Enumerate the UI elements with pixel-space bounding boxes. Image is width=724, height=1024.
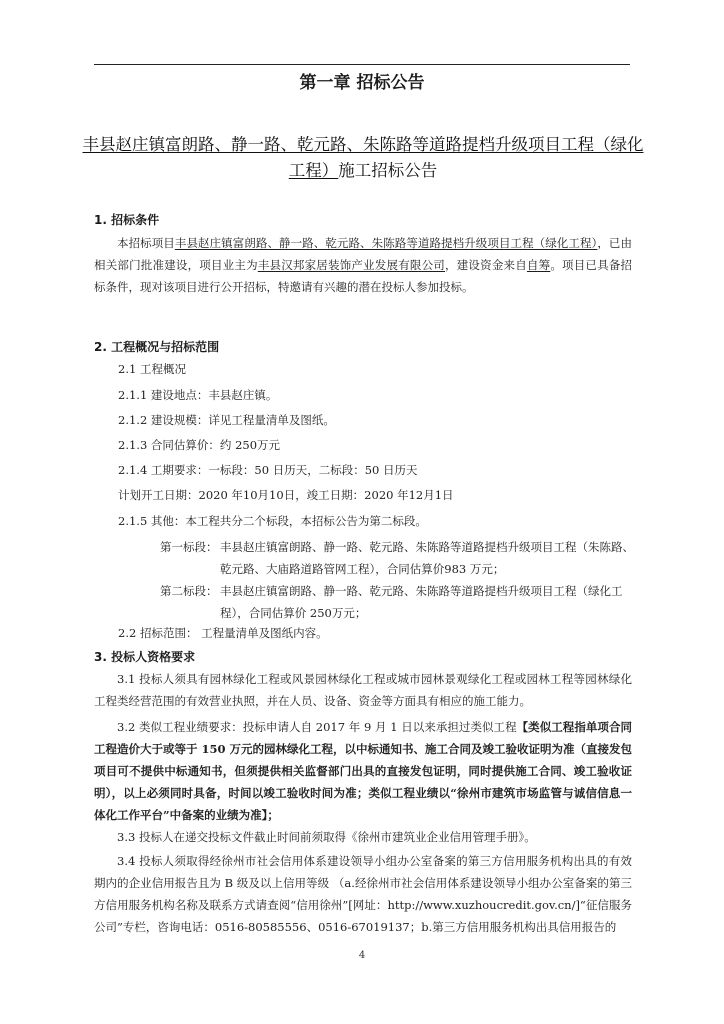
s1-mid1: ，已由相关部门批准建设，项目业主为 <box>94 236 633 272</box>
s2-overview: 2.1 工程概况 <box>118 362 186 376</box>
s2-price: 2.1.3 合同估算价：约 250万元 <box>118 438 281 452</box>
notice-title <box>78 132 648 184</box>
s2-lot2-label: 第二标段： <box>160 584 218 598</box>
section-3-heading: 3. 投标人资格要求 <box>94 650 196 664</box>
s2-lot2-text: 丰县赵庄镇富朗路、静一路、乾元路、朱陈路等道路提档升级项目工程（绿化工程），合同估算价 250万元； <box>220 584 623 620</box>
notice-title-suffix: 施工招标公告 <box>338 161 438 180</box>
page-number: 4 <box>358 950 366 961</box>
s2-lot1-text: 丰县赵庄镇富朗路、静一路、乾元路、朱陈路等道路提档升级项目工程（朱陈路、乾元路、大庙路道路管网工程），合同估算价983 万元； <box>220 540 634 576</box>
s1-owner: 丰县汉邦家居装饰产业发展有限公司 <box>257 258 446 272</box>
s1-pre: 本招标项目 <box>117 236 175 250</box>
s2-lot1-label: 第一标段： <box>160 540 218 554</box>
s2-location: 2.1.1 建设地点：丰县赵庄镇。 <box>118 388 278 402</box>
s1-mid2: ，建设资金来自 <box>445 258 527 272</box>
s1-project-name: 丰县赵庄镇富朗路、静一路、乾元路、朱陈路等道路提档升级项目工程（绿化工程） <box>174 236 598 250</box>
s1-post: 。项目已具备招标条件，现对该项目进行公开招标，特邀请有兴趣的潜在投标人参加投标。 <box>94 258 633 294</box>
s2-plan-dates: 计划开工日期：2020 年10月10日，竣工日期：2020 年12月1日 <box>118 488 454 502</box>
notice-title-project: 丰县赵庄镇富朗路、静一路、乾元路、朱陈路等道路提档升级项目工程（绿化工程） <box>82 135 644 180</box>
s1-fund: 自筹 <box>526 258 551 272</box>
chapter-title: 第一章 招标公告 <box>299 73 425 93</box>
s3-p2 <box>94 716 632 826</box>
header-rule <box>94 64 630 65</box>
s3-p2-pre: 3.2 类似工程业绩要求：投标申请人自 2017 年 9 月 1 日以来承担过类似工程 <box>117 720 517 734</box>
s3-p3: 3.3 投标人在递交投标文件截止时间前须取得《徐州市建筑业企业信用管理手册》。 <box>117 830 536 844</box>
section-2-heading: 2. 工程概况与招标范围 <box>94 340 220 354</box>
s2-other: 2.1.5 其他：本工程共分二个标段，本招标公告为第二标段。 <box>118 514 427 528</box>
section-1-paragraph <box>94 232 632 298</box>
s2-duration: 2.1.4 工期要求：一标段：50 日历天，二标段：50 日历天 <box>118 463 418 477</box>
s3-p2-bold: 【类似工程指单项合同工程造价大于或等于 150 万元的园林绿化工程，以中标通知书、施工合同及竣工验收证明为准（直接发包项目可不提供中标通知书，但须提供相关监督部门出具的直接发包证明，同时提供施工合同、竣工验收证明），以上必须同时具备，时间以竣工验收时间为准；类似工程业绩以“徐州市建筑市场监管与诚信信息一体化工作平台”中备案的业绩为准】； <box>94 720 633 822</box>
s3-p1: 3.1 投标人须具有园林绿化工程或风景园林绿化工程或城市园林景观绿化工程或园林工程等园林绿化工程类经营范围的有效营业执照，并在人员、设备、资金等方面具有相应的施工能力。 <box>94 672 632 708</box>
section-1-heading: 1. 招标条件 <box>94 213 160 227</box>
s3-p4: 3.4 投标人须取得经徐州市社会信用体系建设领导小组办公室备案的第三方信用服务机构出具的有效期内的企业信用报告且为 B 级及以上信用等级 （a.经徐州市社会信用体系建设领导小组办公室备案的第三方信用服务机构名称及联系方式请查阅“信用徐州”[网址：http://www.xuzhoucredit.gov.cn/]“征信服务公司”专栏，咨询电话：0516-80585556、0516-67019137；b.第三方信用服务机构出具信用报告的 <box>94 854 632 934</box>
s2-scope: 2.2 招标范围： 工程量清单及图纸内容。 <box>118 626 328 640</box>
s2-scale: 2.1.2 建设规模：详见工程量清单及图纸。 <box>118 413 335 427</box>
